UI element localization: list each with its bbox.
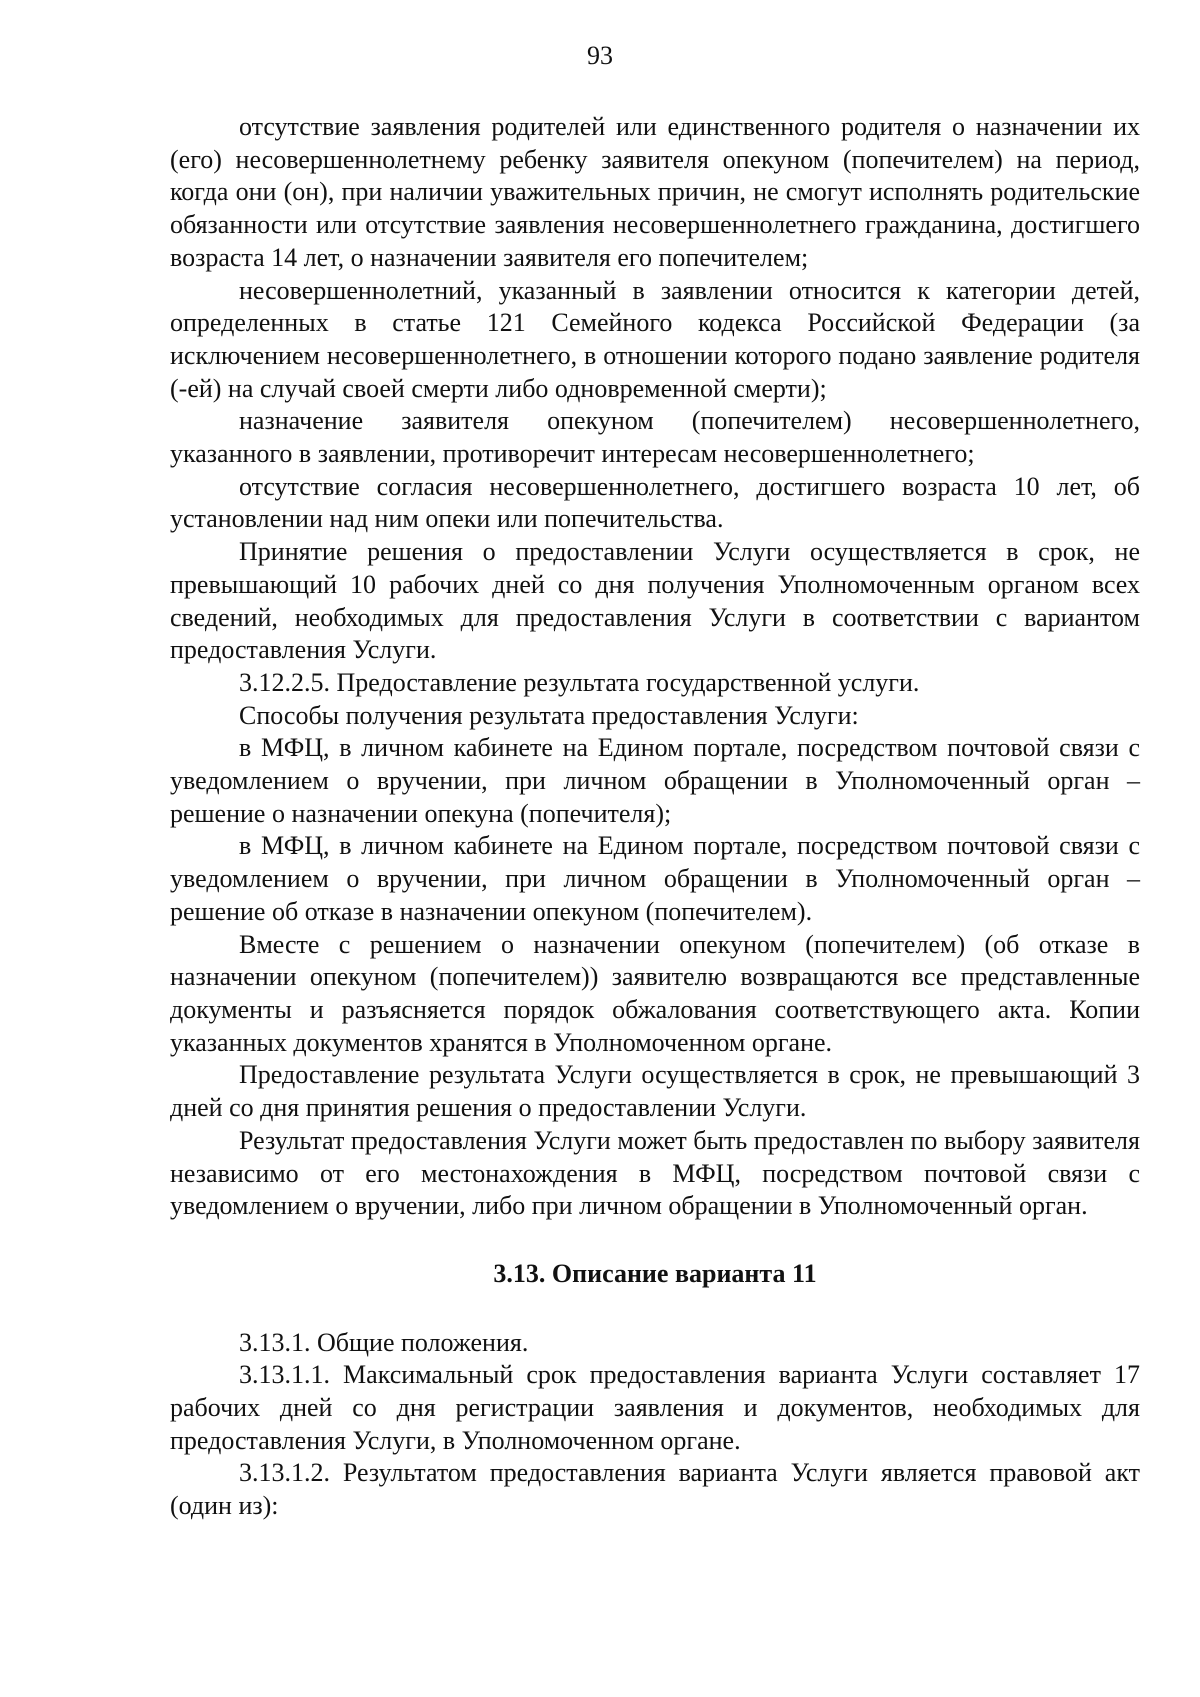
page-number: 93 bbox=[587, 41, 613, 70]
paragraph-guardianship-parent-statement: отсутствие заявления родителей или единственного родителя о назначении их (его) несовершеннолетнему ребенку заявителя опекуном (попечителем) на период, когда они (он), при наличии уважительных причин, не смогут исполнять родительские обязанности или отсутствие заявления несовершеннолетнего гражданина, достигшего возраста 14 лет, о назначении заявителя его попечителем; bbox=[170, 112, 1140, 272]
paragraph-result-provision-heading: 3.12.2.5. Предоставление результата государственной услуги. bbox=[239, 667, 920, 697]
paragraph-minor-consent: отсутствие согласия несовершеннолетнего, достигшего возраста 10 лет, об установлении над ним опеки или попечительства. bbox=[170, 471, 1140, 534]
paragraph-documents-return: Вместе с решением о назначении опекуном (попечителем) (об отказе в назначении опекуном (попечителем)) заявителю возвращаются все представленные документы и разъясняется порядок обжалования соответствующего акта. Копии указанных документов хранятся в Уполномоченном органе. bbox=[170, 929, 1140, 1057]
paragraph-method-refusal-decision: в МФЦ, в личном кабинете на Едином портале, посредством почтовой связи с уведомлением о вручении, при личном обращении в Уполномоченный орган – решение об отказе в назначении опекуном (попечителем). bbox=[170, 831, 1140, 926]
paragraph-decision-deadline: Принятие решения о предоставлении Услуги осуществляется в срок, не превышающий 10 рабочих дней со дня получения Уполномоченным органом всех сведений, необходимых для предоставления Услуги в соответствии с вариантом предоставления Услуги. bbox=[170, 537, 1140, 665]
paragraph-result-act: 3.13.1.2. Результатом предоставления варианта Услуги является правовой акт (один из): bbox=[170, 1458, 1140, 1521]
paragraph-result-location: Результат предоставления Услуги может быть предоставлен по выбору заявителя независимо от его местонахождения в МФЦ, посредством почтовой связи с уведомлением о вручении, либо при личном обращении в Уполномоченный орган. bbox=[170, 1125, 1140, 1221]
paragraph-result-deadline: Предоставление результата Услуги осуществляется в срок, не превышающий 3 дней со дня принятия решения о предоставлении Услуги. bbox=[170, 1060, 1140, 1123]
document-body bbox=[170, 111, 1140, 1523]
paragraph-max-term: 3.13.1.1. Максимальный срок предоставления варианта Услуги составляет 17 рабочих дней со дня регистрации заявления и документов, необходимых для предоставления Услуги, в Уполномоченном органе. bbox=[170, 1360, 1140, 1455]
paragraph-general-provisions: 3.13.1. Общие положения. bbox=[239, 1327, 529, 1357]
paragraph-conflict-of-interest: назначение заявителя опекуном (попечителем) несовершеннолетнего, указанного в заявлении, противоречит интересам несовершеннолетнего; bbox=[170, 406, 1140, 469]
paragraph-method-appointment-decision: в МФЦ, в личном кабинете на Едином портале, посредством почтовой связи с уведомлением о вручении, при личном обращении в Уполномоченный орган – решение о назначении опекуна (попечителя); bbox=[170, 733, 1140, 828]
paragraph-minor-category: несовершеннолетний, указанный в заявлении относится к категории детей, определенных в статье 121 Семейного кодекса Российской Федерации (за исключением несовершеннолетнего, в отношении которого подано заявление родителя (-ей) на случай своей смерти либо одновременной смерти); bbox=[170, 275, 1140, 403]
paragraph-result-methods: Способы получения результата предоставления Услуги: bbox=[239, 700, 859, 730]
section-heading: 3.13. Описание варианта 11 bbox=[493, 1258, 817, 1288]
